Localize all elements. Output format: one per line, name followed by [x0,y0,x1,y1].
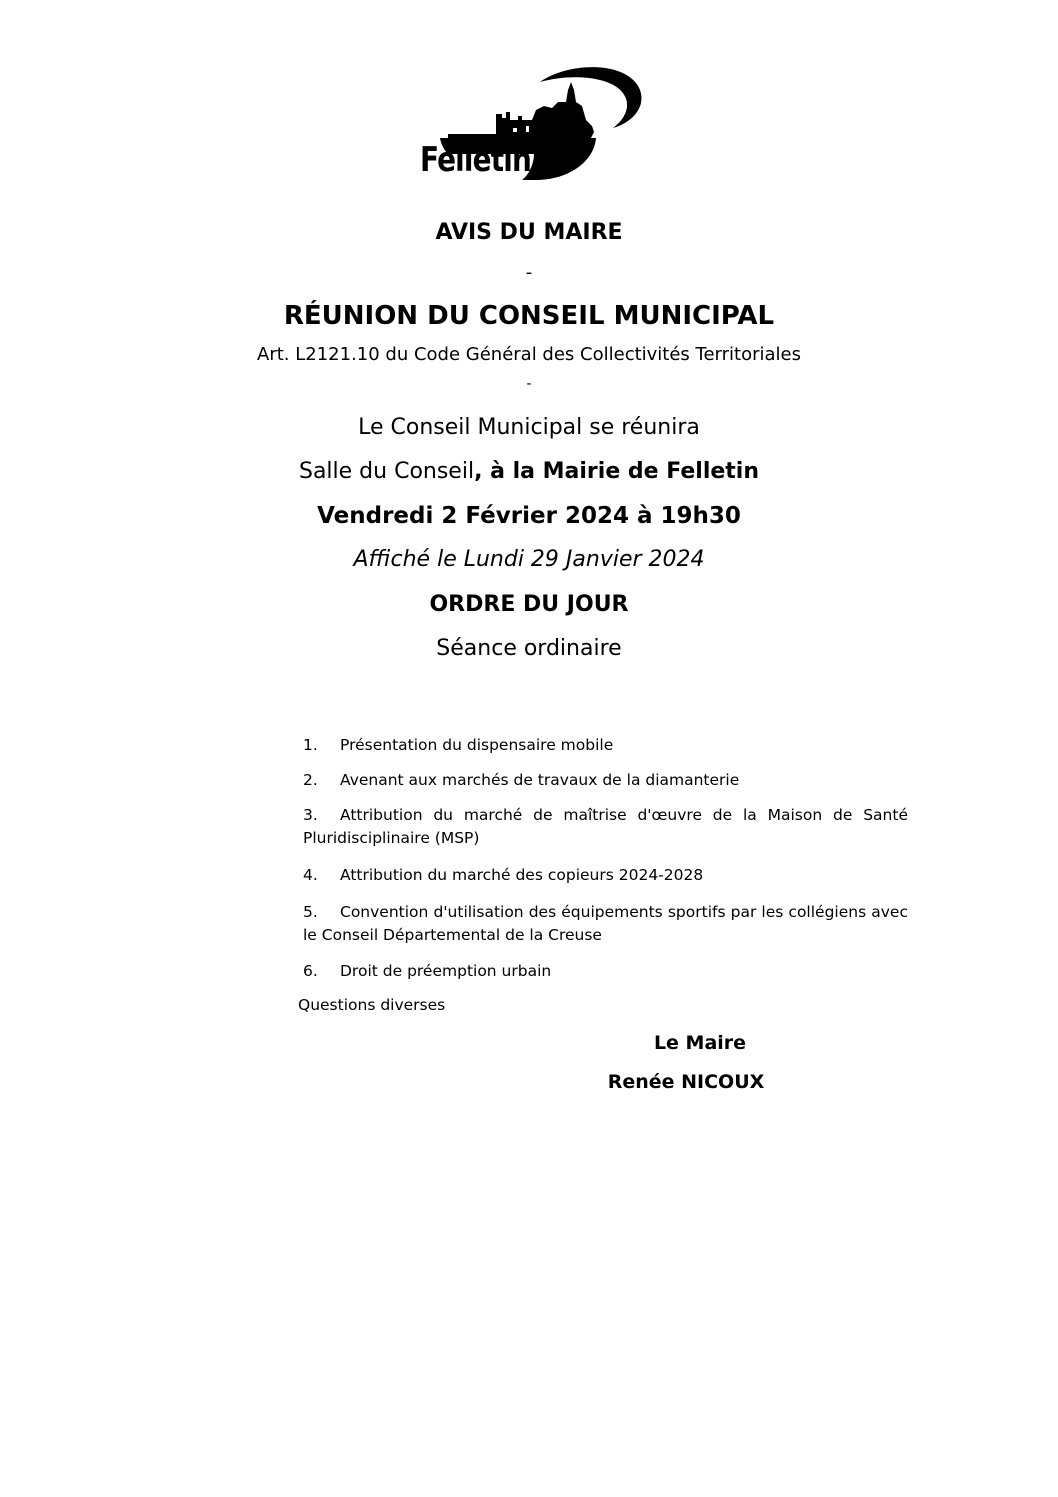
location-town-hall: , à la Mairie de Felletin [474,459,760,484]
agenda-item-number: 3. [303,806,318,824]
agenda-item-number: 2. [303,771,318,789]
agenda-item-number: 5. [303,903,318,921]
agenda-item [303,769,908,792]
agenda-item [303,734,908,757]
notice-heading: AVIS DU MAIRE [435,220,623,245]
agenda-item [303,804,908,850]
agenda-item-text: Avenant aux marchés de travaux de la diamanterie [340,771,740,789]
separator: - [525,262,533,283]
agenda-item-text: Attribution du marché des copieurs 2024-2028 [340,866,704,884]
signature-name: Renée NICOUX [607,1071,765,1093]
agenda-item [303,864,908,887]
agenda-item-text: Attribution du marché de maîtrise d'œuvre de la Maison de Santé Pluridisciplinaire (MSP) [303,806,908,847]
agenda-item-text: Droit de préemption urbain [340,962,552,980]
location-room: Salle du Conseil [298,459,475,484]
page-title: RÉUNION DU CONSEIL MUNICIPAL [283,301,775,331]
agenda-item-number: 6. [303,962,318,980]
posted-date: Affiché le Lundi 29 Janvier 2024 [353,547,705,572]
agenda-item-number: 1. [303,736,318,754]
separator: - [526,376,532,392]
meeting-date: Vendredi 2 Février 2024 à 19h30 [317,503,741,529]
agenda-item [303,901,908,947]
session-type: Séance ordinaire [436,636,622,661]
logo-text: Felletin [420,140,532,180]
meeting-intro: Le Conseil Municipal se réunira [358,415,700,440]
misc-questions: Questions diverses [298,996,446,1014]
agenda-item-text: Présentation du dispensaire mobile [340,736,614,754]
agenda-item-text: Convention d'utilisation des équipements sportifs par les collégiens avec le Conseil Départemental de la Creuse [303,903,908,944]
legal-reference: Art. L2121.10 du Code Général des Collectivités Territoriales [257,344,801,365]
agenda-item [303,960,908,983]
agenda-item-number: 4. [303,866,318,884]
meeting-location [0,459,1058,484]
signature-role: Le Maire [653,1032,747,1054]
agenda-title: ORDRE DU JOUR [429,592,629,617]
